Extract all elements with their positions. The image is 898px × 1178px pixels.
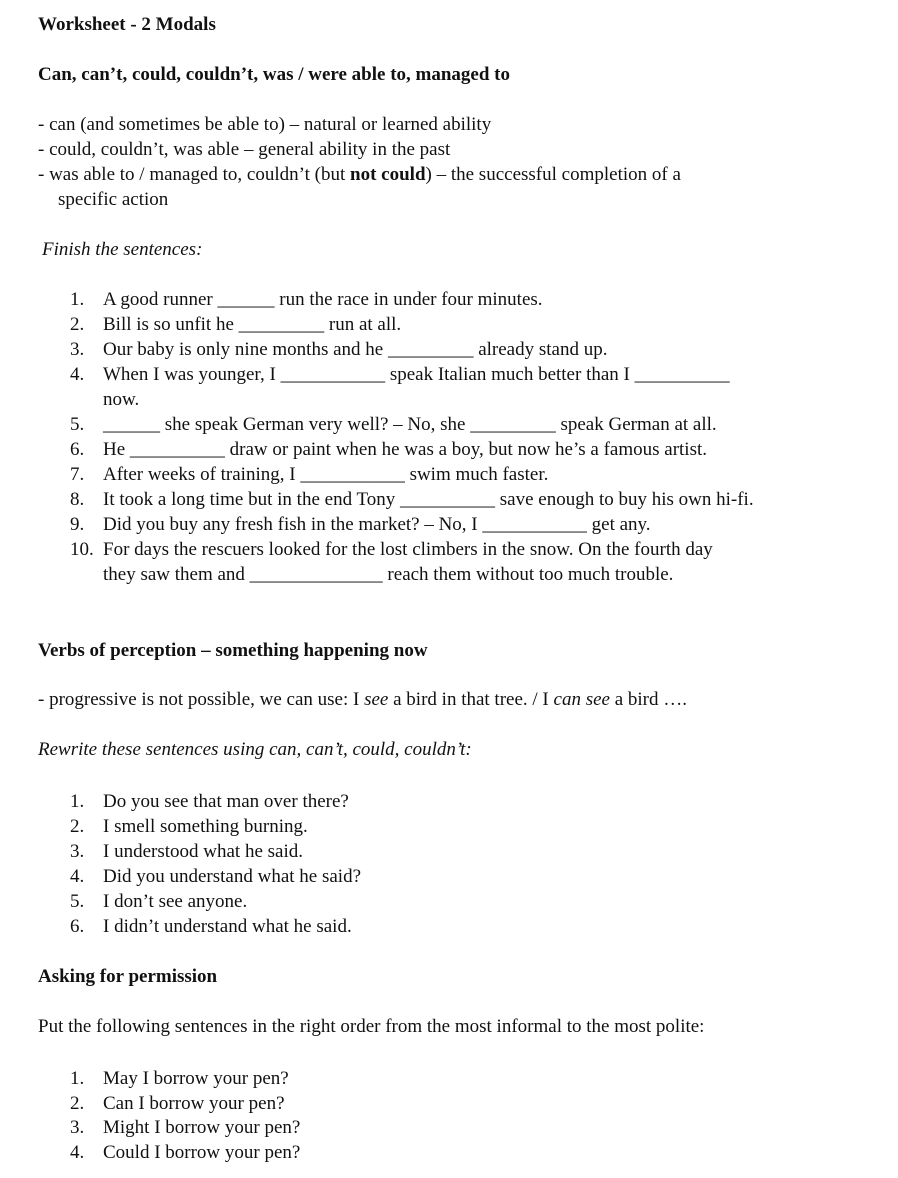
bold-text: not could <box>350 164 426 185</box>
item-number: 4. <box>70 364 85 385</box>
item-text: It took a long time but in the end Tony __________ save enough to buy his own hi-fi. <box>103 489 754 510</box>
item-text: I smell something burning. <box>103 816 308 837</box>
text: - was able to / managed to, couldn’t (but <box>38 164 351 185</box>
section-heading-perception: Verbs of perception – something happening now <box>38 640 428 661</box>
item-text: Did you understand what he said? <box>103 866 362 887</box>
item-number: 1. <box>70 1068 85 1089</box>
text: a bird in that tree. / I <box>388 689 554 710</box>
instruction: Rewrite these sentences using can, can’t, could, couldn’t: <box>38 739 472 760</box>
item-text: Can I borrow your pen? <box>103 1092 285 1114</box>
item-text: I understood what he said. <box>103 841 303 862</box>
item-text: I don’t see anyone. <box>103 891 248 912</box>
item-number: 10. <box>70 539 94 560</box>
item-text: Our baby is only nine months and he _________ already stand up. <box>103 339 608 360</box>
item-number: 5. <box>70 891 85 912</box>
section-heading-permission: Asking for permission <box>38 966 218 987</box>
text: a bird …. <box>609 689 688 710</box>
item-text: When I was younger, I ___________ speak Italian much better than I __________ <box>103 364 730 385</box>
item-number: 2. <box>70 314 85 335</box>
rule-bullet <box>38 162 681 187</box>
instruction: Put the following sentences in the right order from the most informal to the most polite: <box>38 1016 705 1037</box>
italic-text: can see <box>553 689 610 710</box>
item-number: 4. <box>70 866 85 887</box>
item-number: 5. <box>70 414 85 435</box>
item-number: 4. <box>70 1142 85 1164</box>
item-text: Could I borrow your pen? <box>103 1142 301 1164</box>
item-number: 2. <box>70 1092 85 1114</box>
worksheet-title: Worksheet - 2 Modals <box>38 14 216 35</box>
item-text: Bill is so unfit he _________ run at all. <box>103 314 402 335</box>
section-heading-ability: Can, can’t, could, couldn’t, was / were able to, managed to <box>38 64 511 85</box>
item-text: Do you see that man over there? <box>103 791 349 812</box>
item-text: May I borrow your pen? <box>103 1068 289 1089</box>
rule-bullet: - can (and sometimes be able to) – natural or learned ability <box>38 114 492 135</box>
italic-text: see <box>364 689 389 710</box>
item-text: I didn’t understand what he said. <box>103 916 352 937</box>
item-number: 9. <box>70 514 85 535</box>
perception-note <box>38 687 687 712</box>
item-number: 1. <box>70 791 85 812</box>
rule-bullet: - could, couldn’t, was able – general ability in the past <box>38 139 451 160</box>
item-number: 7. <box>70 464 85 485</box>
item-text: For days the rescuers looked for the lost climbers in the snow. On the fourth day <box>103 539 713 560</box>
item-number: 3. <box>70 339 85 360</box>
text: ) – the successful completion of a <box>425 164 681 185</box>
item-text: He __________ draw or paint when he was a boy, but now he’s a famous artist. <box>103 439 708 460</box>
item-number: 1. <box>70 289 85 310</box>
item-text: A good runner ______ run the race in under four minutes. <box>103 289 543 310</box>
item-number: 2. <box>70 816 85 837</box>
item-number: 3. <box>70 841 85 862</box>
text: - progressive is not possible, we can use: I <box>38 689 365 710</box>
item-number: 6. <box>70 916 85 937</box>
item-text: Did you buy any fresh fish in the market? – No, I ___________ get any. <box>103 514 651 535</box>
item-number: 8. <box>70 489 85 510</box>
item-text: they saw them and ______________ reach them without too much trouble. <box>103 564 674 585</box>
item-text: After weeks of training, I ___________ swim much faster. <box>103 464 549 485</box>
rule-bullet-continuation: specific action <box>58 189 169 210</box>
item-number: 3. <box>70 1117 85 1139</box>
item-text: ______ she speak German very well? – No, she _________ speak German at all. <box>103 414 717 435</box>
item-text: now. <box>103 389 140 410</box>
item-text: Might I borrow your pen? <box>103 1117 301 1139</box>
instruction: Finish the sentences: <box>42 239 203 260</box>
item-number: 6. <box>70 439 85 460</box>
